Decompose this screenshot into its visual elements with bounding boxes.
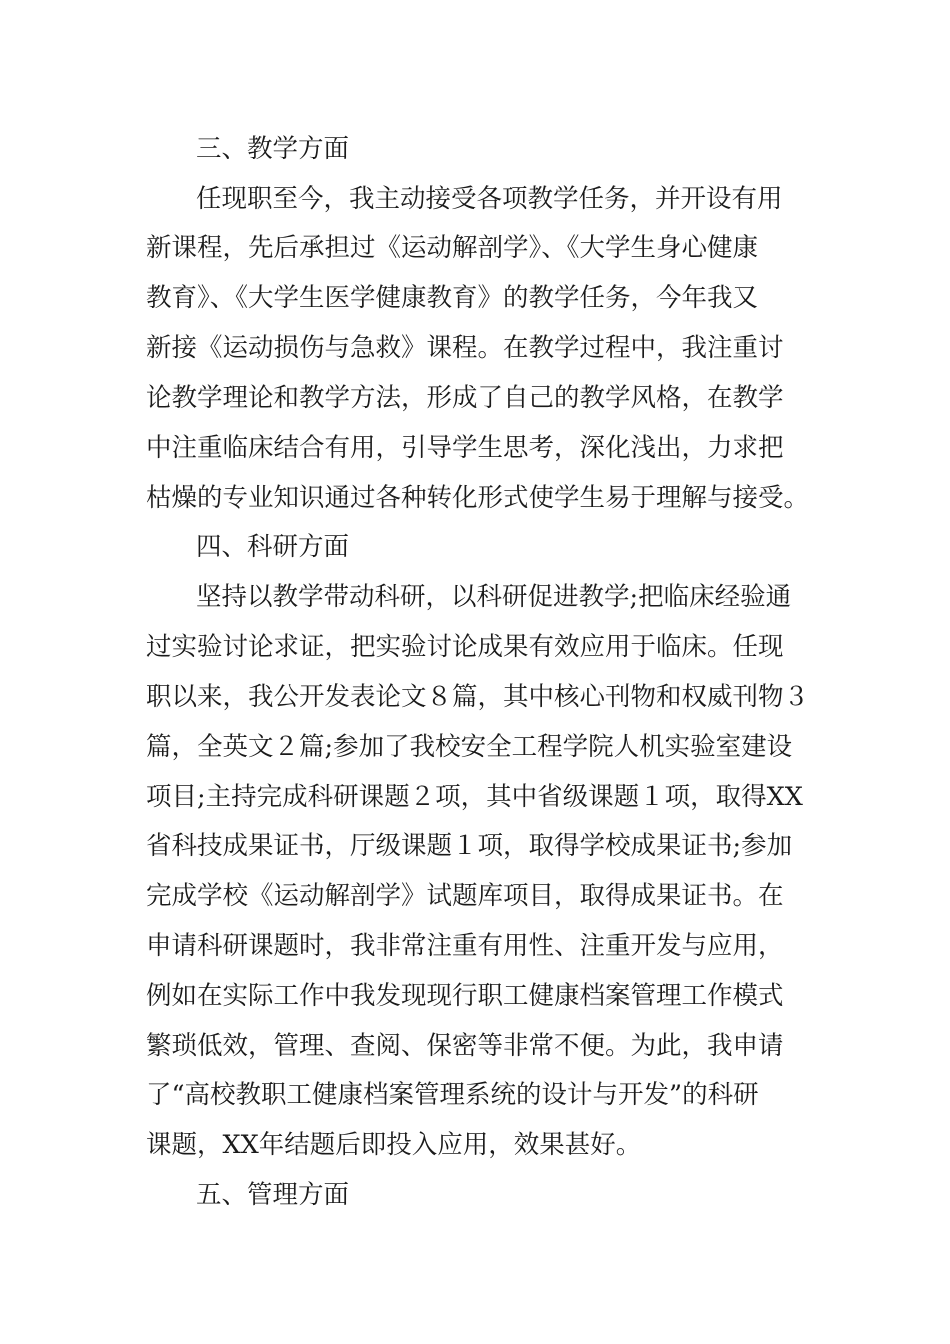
paragraph-line: 论教学理论和教学方法，形成了自己的教学风格，在教学 xyxy=(146,383,784,413)
paragraph-line: 申请科研课题时，我非常注重有用性、注重开发与应用， xyxy=(146,931,784,961)
paragraph-line: 职以来，我公开发表论文８篇，其中核心刊物和权威刊物３ xyxy=(146,682,810,712)
paragraph-line: 中注重临床结合有用，引导学生思考，深化浅出，力求把 xyxy=(146,433,784,463)
section-heading-management: 五、管理方面 xyxy=(196,1180,350,1210)
paragraph-line: 项目;主持完成科研课题２项，其中省级课题１项，取得XX xyxy=(146,782,803,812)
paragraph-line: 新接《运动损伤与急救》课程。在教学过程中，我注重讨 xyxy=(146,333,784,363)
paragraph-line: 教育》、《大学生医学健康教育》的教学任务，今年我又 xyxy=(146,283,759,313)
section-heading-teaching: 三、教学方面 xyxy=(196,134,350,164)
paragraph-line: 过实验讨论求证，把实验讨论成果有效应用于临床。任现 xyxy=(146,632,784,662)
paragraph-line: 省科技成果证书，厅级课题１项，取得学校成果证书;参加 xyxy=(146,831,793,861)
paragraph-line: 例如在实际工作中我发现现行职工健康档案管理工作模式 xyxy=(146,981,784,1011)
paragraph-line: 枯燥的专业知识通过各种转化形式使学生易于理解与接受。 xyxy=(146,483,810,513)
paragraph-line: 篇，全英文２篇;参加了我校安全工程学院人机实验室建设 xyxy=(146,732,793,762)
paragraph-line: 坚持以教学带动科研，以科研促进教学;把临床经验通 xyxy=(196,582,792,612)
paragraph-line: 了“高校教职工健康档案管理系统的设计与开发”的科研 xyxy=(146,1080,759,1110)
paragraph-line: 任现职至今，我主动接受各项教学任务，并开设有用 xyxy=(196,184,783,214)
paragraph-line: 完成学校《运动解剖学》试题库项目，取得成果证书。在 xyxy=(146,881,784,911)
section-heading-research: 四、科研方面 xyxy=(196,532,350,562)
paragraph-line: 新课程，先后承担过《运动解剖学》、《大学生身心健康 xyxy=(146,233,759,263)
paragraph-line: 繁琐低效，管理、查阅、保密等非常不便。为此，我申请 xyxy=(146,1031,784,1061)
paragraph-line: 课题，XX年结题后即投入应用，效果甚好。 xyxy=(146,1130,642,1160)
